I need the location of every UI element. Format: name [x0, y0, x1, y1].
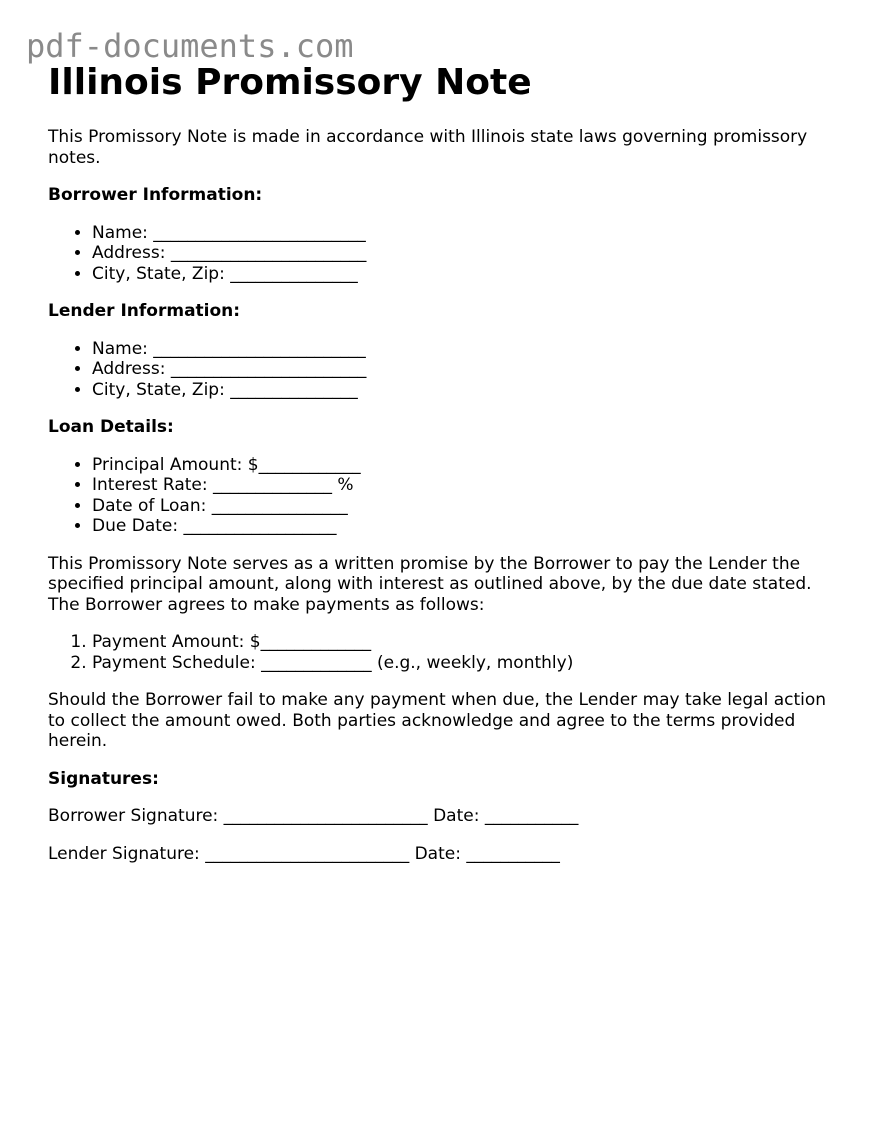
lender-heading: Lender Information: — [48, 301, 241, 321]
lender-signature-line: Lender Signature: ________________________ Date: ___________ — [48, 843, 560, 864]
lender-address-field: • Address: _______________________ — [92, 359, 848, 380]
borrower-signature-line: Borrower Signature: ________________________ Date: ___________ — [48, 806, 579, 826]
payment-schedule-field: 2. Payment Schedule: _____________ (e.g., weekly, monthly) — [92, 653, 848, 674]
watermark: pdf-documents.com — [26, 27, 354, 65]
intro-paragraph: This Promissory Note is made in accordance with Illinois state laws governing promissory notes. — [48, 127, 808, 168]
loan-details-heading: Loan Details: — [48, 417, 174, 437]
payment-terms-list — [48, 632, 848, 673]
principal-amount-field: • Principal Amount: $____________ — [92, 455, 848, 476]
interest-rate-field: • Interest Rate: ______________ % — [92, 475, 848, 496]
due-date-field: • Due Date: __________________ — [92, 516, 848, 537]
borrower-heading: Borrower Information: — [48, 185, 263, 205]
borrower-address-field: • Address: _______________________ — [92, 243, 848, 264]
date-of-loan-field: • Date of Loan: ________________ — [92, 496, 848, 517]
document-title: Illinois Promissory Note — [48, 62, 532, 103]
promise-paragraph: This Promissory Note serves as a written promise by the Borrower to pay the Lender the specified principal amount, along with interest as outlined above, by the due date stated. The Borrower agrees to make payments as follows: — [48, 553, 812, 615]
default-paragraph: Should the Borrower fail to make any payment when due, the Lender may take legal action to collect the amount owed. Both parties acknowledge and agree to the terms provided herein. — [48, 690, 827, 751]
loan-details-list — [48, 455, 848, 537]
signatures-heading: Signatures: — [48, 768, 159, 789]
borrower-name-field: • Name: _________________________ — [92, 223, 848, 244]
lender-name-field: • Name: _________________________ — [92, 339, 848, 360]
document-page — [48, 60, 848, 864]
payment-amount-field: 1. Payment Amount: $_____________ — [92, 632, 848, 653]
lender-city-state-zip-field: • City, State, Zip: _______________ — [92, 380, 848, 401]
borrower-city-state-zip-field: • City, State, Zip: _______________ — [92, 264, 848, 285]
borrower-fields-list — [48, 223, 848, 285]
lender-fields-list — [48, 339, 848, 401]
